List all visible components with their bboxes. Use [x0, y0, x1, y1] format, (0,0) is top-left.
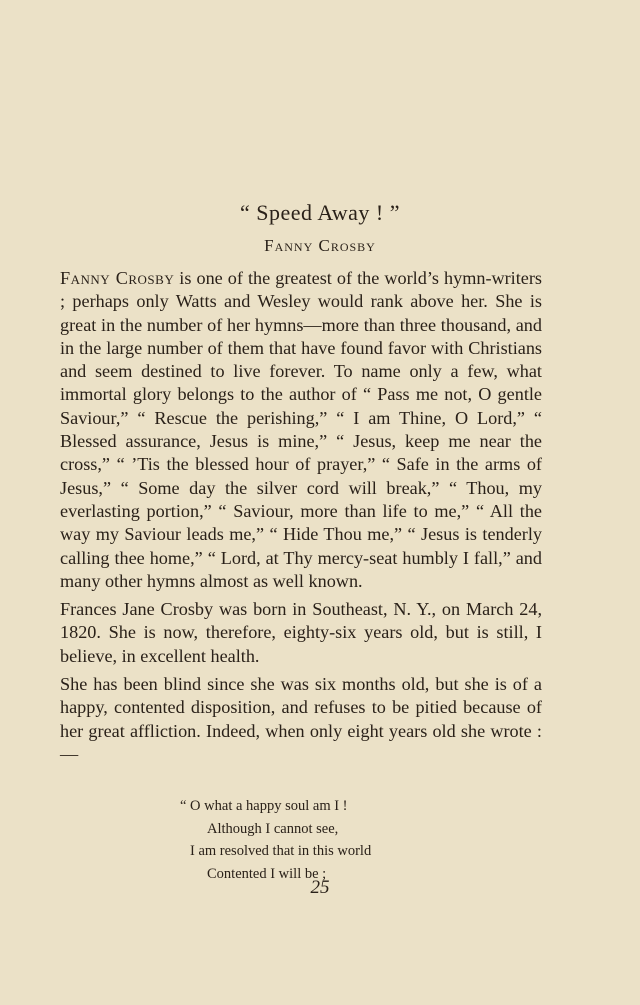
paragraph-2: Frances Jane Crosby was born in Southeast, N. Y., on March 24, 1820. She is now, therefore, eighty-six years old, but is still, I believe, in excellent health.	[60, 599, 542, 666]
poem-line: Contented I will be ;	[207, 865, 327, 882]
paragraph-3: She has been blind since she was six months old, but she is of a happy, contented disposition, and refuses to be pitied because of her great affliction. Indeed, when only eight years old she wrote :—	[60, 674, 542, 764]
poem-line: I am resolved that in this world	[190, 843, 372, 859]
paragraph-1-text: is one of the greatest of the world’s hymn-writers ; perhaps only Watts and Wesley would rank above her. She is great in the number of her hymns—more than three thousand, and in the large number of them that have found favor with Christians and seem destined to live forever. To name only a few, what immortal glory belongs to the author of “ Pass me not, O gentle Saviour,” “ Rescue the perishing,” “ I am Thine, O Lord,” “ Blessed assurance, Jesus is mine,” “ Jesus, keep me near the cross,” “ ’Tis the blessed hour of prayer,” “ Safe in the arms of Jesus,” “ Some day the silver cord will break,” “ Thou, my everlasting portion,” “ Saviour, more than life to me,” “ All the way my Saviour leads me,” “ Hide Thou me,” “ Jesus is tenderly calling thee home,” “ Lord, at Thy mercy-seat humbly I fall,” and many other hymns almost as well known.	[60, 268, 542, 591]
body-text	[60, 267, 542, 771]
chapter-title: “ Speed Away ! ”	[240, 200, 400, 225]
page-number: 25	[310, 877, 330, 898]
poem-line: Although I cannot see,	[207, 820, 339, 837]
paragraph-1	[60, 267, 542, 593]
paragraph-lead-name: Fanny Crosby	[60, 268, 175, 288]
author-name: Fanny Crosby	[264, 236, 376, 255]
poem-quote	[0, 795, 640, 885]
poem-line: “ O what a happy soul am I !	[180, 798, 348, 814]
